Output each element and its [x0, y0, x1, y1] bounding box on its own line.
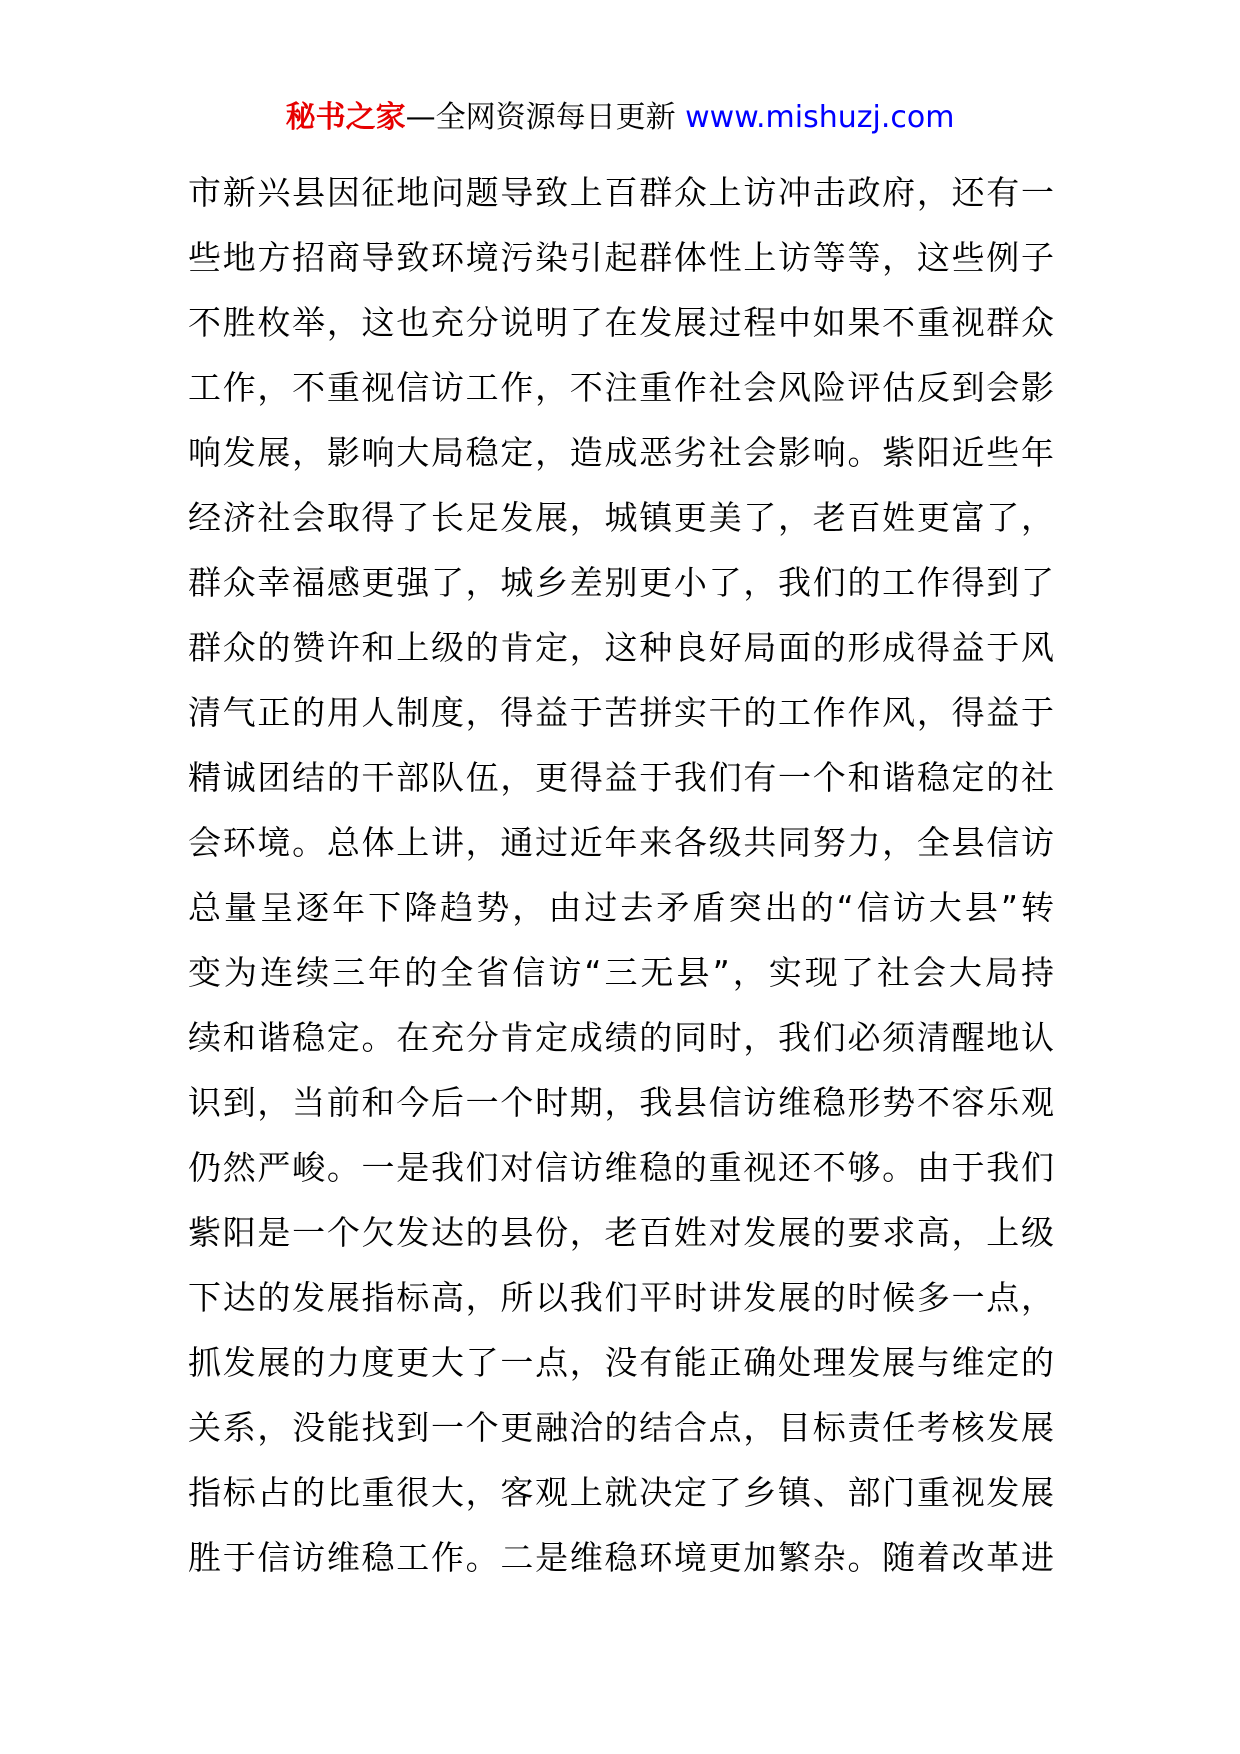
text-line: 下达的发展指标高，所以我们平时讲发展的时候多一点， [188, 1278, 1054, 1317]
body-text [188, 160, 1054, 1590]
text-line: 识到，当前和今后一个时期，我县信访维稳形势不容乐观 [188, 1083, 1054, 1122]
text-line: 会环境。总体上讲，通过近年来各级共同努力，全县信访 [188, 823, 1054, 862]
text-line: 胜于信访维稳工作。二是维稳环境更加繁杂。随着改革进 [188, 1538, 1054, 1577]
text-line: 变为连续三年的全省信访“三无县”，实现了社会大局持 [188, 953, 1054, 992]
text-line: 精诚团结的干部队伍，更得益于我们有一个和谐稳定的社 [188, 758, 1054, 797]
text-line: 关系，没能找到一个更融洽的结合点，目标责任考核发展 [188, 1408, 1054, 1447]
text-line: 仍然严峻。一是我们对信访维稳的重视还不够。由于我们 [188, 1148, 1054, 1187]
text-line: 清气正的用人制度，得益于苦拼实干的工作作风，得益于 [188, 693, 1054, 732]
text-line: 群众幸福感更强了，城乡差别更小了，我们的工作得到了 [188, 563, 1054, 602]
text-line: 总量呈逐年下降趋势，由过去矛盾突出的“信访大县”转 [188, 888, 1054, 927]
text-line: 群众的赞许和上级的肯定，这种良好局面的形成得益于风 [188, 628, 1054, 667]
text-line: 抓发展的力度更大了一点，没有能正确处理发展与维定的 [188, 1343, 1054, 1382]
website-link[interactable]: www.mishuzj.com [685, 100, 955, 135]
text-line: 指标占的比重很大，客观上就决定了乡镇、部门重视发展 [188, 1473, 1054, 1512]
text-line: 响发展，影响大局稳定，造成恶劣社会影响。紫阳近些年 [188, 433, 1054, 472]
text-line: 紫阳是一个欠发达的县份，老百姓对发展的要求高，上级 [188, 1213, 1054, 1252]
text-line: 工作，不重视信访工作，不注重作社会风险评估反到会影 [188, 368, 1054, 407]
text-line: 续和谐稳定。在充分肯定成绩的同时，我们必须清醒地认 [188, 1018, 1054, 1057]
brand-name: 秘书之家 [285, 100, 406, 135]
text-line: 些地方招商导致环境污染引起群体性上访等等，这些例子 [188, 238, 1054, 277]
text-line: 市新兴县因征地问题导致上百群众上访冲击政府，还有一 [188, 173, 1054, 212]
text-line: 经济社会取得了长足发展，城镇更美了，老百姓更富了， [188, 498, 1054, 537]
text-line: 不胜枚举，这也充分说明了在发展过程中如果不重视群众 [188, 303, 1054, 342]
page-header [0, 98, 1240, 138]
header-tagline: —全网资源每日更新 [405, 100, 686, 135]
